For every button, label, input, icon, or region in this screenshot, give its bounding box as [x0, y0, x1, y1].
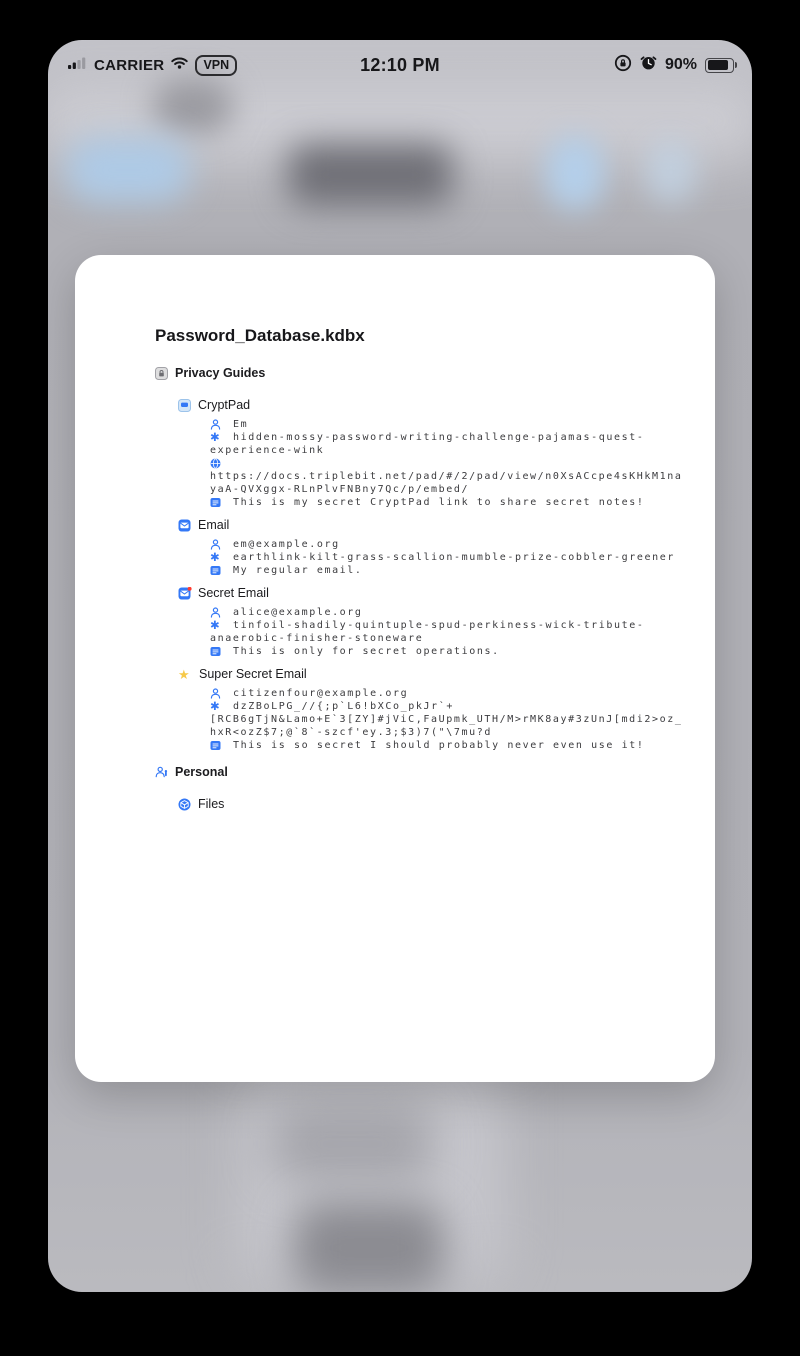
files-package-icon	[178, 798, 191, 811]
user-icon	[210, 418, 233, 430]
status-time: 12:10 PM	[360, 54, 440, 75]
field-username: alice@example.org	[210, 606, 688, 619]
field-username: citizenfour@example.org	[210, 687, 688, 700]
cryptpad-icon	[178, 399, 191, 412]
notes-icon	[210, 564, 233, 576]
entry-group-email	[178, 517, 677, 577]
password-icon: ✱	[210, 550, 220, 564]
field-url: https://docs.triplebit.net/pad/#/2/pad/view/n0XsACcpe4sKHkM1nayaA-QVXggx-RLnPlvFNBny7Qc/p/embed/	[210, 457, 688, 496]
carrier-label: CARRIER	[94, 56, 165, 74]
wifi-icon	[171, 56, 188, 74]
field-password: ✱ earthlink-kilt-grass-scallion-mumble-prize-cobbler-greener	[210, 550, 675, 564]
blur-shape	[153, 78, 233, 134]
field-username: em@example.org	[210, 538, 688, 551]
notes-icon	[210, 739, 233, 751]
blur-shape	[293, 1202, 445, 1292]
blur-shape	[646, 140, 696, 204]
field-notes: This is so secret I should probably never even use it!	[210, 739, 688, 752]
password-icon: ✱	[210, 699, 220, 713]
entry-group-files	[178, 796, 677, 812]
section-label: Personal	[175, 765, 228, 779]
entry-group-secret-email	[178, 585, 677, 658]
field-password: ✱ hidden-mossy-password-writing-challenge-pajamas-quest-experience-wink	[210, 430, 645, 456]
group-label: Email	[198, 518, 230, 532]
field-notes: My regular email.	[210, 564, 688, 577]
field-password: ✱ dzZBoLPG_//{;p`L6!bXCo_pkJr`+[RCB6gTjN&Lamo+E`3[ZY]#jViC,FaUpmk_UTH/M>rMK8ay#3zUnJ[mdi2>oz_hxR<ozZ$7;@`8`-szcf'ey.3;$3)7("\7mu?d	[210, 699, 683, 738]
battery-icon	[705, 58, 734, 73]
signal-bars-icon	[68, 56, 87, 74]
user-icon	[210, 606, 233, 618]
star-icon: ★	[178, 666, 190, 682]
blur-shape	[546, 136, 604, 210]
blur-shape	[66, 138, 190, 202]
email-icon	[178, 519, 191, 532]
vpn-badge: VPN	[195, 55, 237, 76]
group-label: CryptPad	[198, 398, 251, 412]
document-title: Password_Database.kdbx	[155, 326, 365, 345]
blur-shape	[270, 1108, 435, 1180]
status-bar	[48, 46, 752, 84]
document-preview-card[interactable]	[75, 255, 715, 1082]
user-icon	[210, 538, 233, 550]
password-icon: ✱	[210, 618, 220, 632]
rotation-lock-icon	[614, 54, 632, 77]
personal-key-icon	[155, 766, 168, 779]
phone-screen	[48, 40, 752, 1292]
group-label: Super Secret Email	[199, 667, 307, 681]
password-icon: ✱	[210, 430, 220, 444]
field-username: Em	[210, 418, 688, 431]
url-icon	[210, 457, 233, 469]
blur-shape	[288, 144, 453, 206]
section-label: Privacy Guides	[175, 366, 266, 380]
section-privacy-guides	[155, 365, 683, 752]
alarm-icon	[640, 54, 657, 76]
notes-icon	[210, 645, 233, 657]
notes-icon	[210, 496, 233, 508]
user-icon	[210, 687, 233, 699]
entry-group-super-secret-email	[178, 666, 683, 752]
battery-percent: 90%	[664, 56, 697, 73]
group-label: Secret Email	[198, 586, 269, 600]
field-notes: This is my secret CryptPad link to share secret notes!	[210, 496, 688, 509]
section-personal	[155, 764, 677, 812]
field-notes: This is only for secret operations.	[210, 645, 688, 658]
entry-group-cryptpad	[178, 397, 683, 509]
secret-email-icon	[178, 587, 191, 600]
group-label: Files	[198, 797, 225, 811]
field-password: ✱ tinfoil-shadily-quintuple-spud-perkiness-wick-tribute-anaerobic-finisher-stoneware	[210, 618, 645, 644]
privacy-guides-lock-icon	[155, 367, 168, 380]
